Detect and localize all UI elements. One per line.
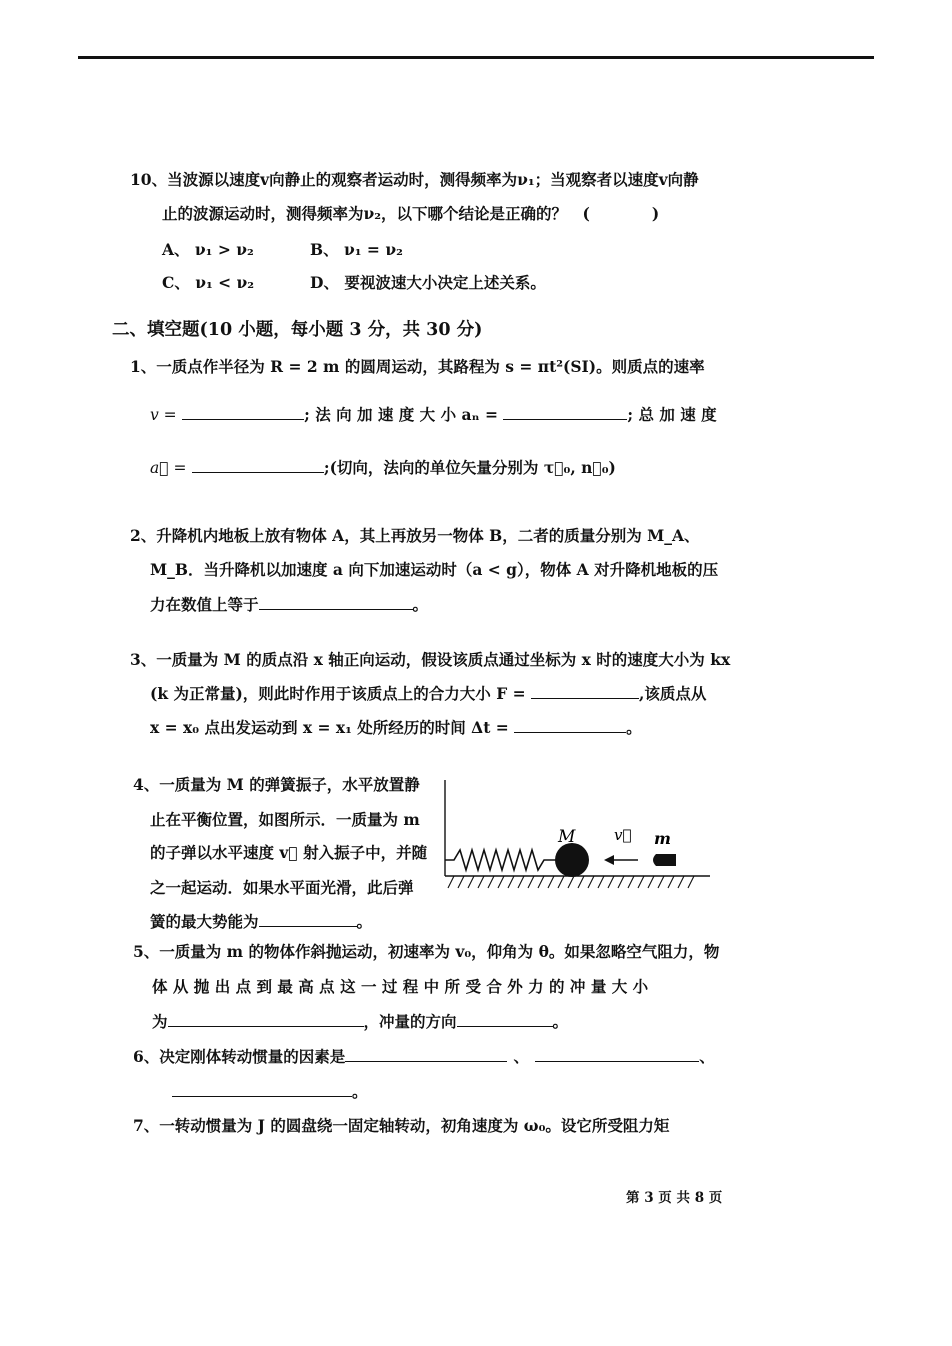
- q3-line3: [150, 718, 642, 738]
- q4-line5-text: 簧的最大势能为: [150, 912, 259, 931]
- q1-normal-accel-blank[interactable]: [503, 405, 627, 420]
- q10-option-d: D、 要视波速大小决定上述关系。: [310, 273, 546, 292]
- q1-a-note: ;(切向，法向的单位矢量分别为 τ⃗₀, n⃗₀): [323, 458, 616, 477]
- q6-end: 。: [352, 1082, 368, 1101]
- section2-title: 二、填空题(10 小题，每小题 3 分，共 30 分): [112, 320, 483, 340]
- q3-time-blank[interactable]: [514, 718, 626, 733]
- q2-line2: M_B．当升降机以加速度 a 向下加速运动时（a < g），物体 A 对升降机地板的压: [150, 560, 719, 579]
- floor-hatching: [448, 876, 694, 888]
- q6-line1-text: 6、决定刚体转动惯量的因素是: [133, 1047, 346, 1066]
- q1-total-label: ; 总 加 速 度: [627, 405, 717, 424]
- q1-a-label: a⃗ =: [150, 459, 187, 477]
- arrow-head-icon: [604, 855, 614, 865]
- q10-line1: 10、当波源以速度v向静止的观察者运动时，测得频率为ν₁；当观察者以速度v向静: [130, 170, 699, 189]
- q6-factor3-blank[interactable]: [172, 1082, 352, 1097]
- fig-label-M: M: [558, 827, 576, 847]
- q5-line3b: ，冲量的方向: [363, 1012, 457, 1031]
- q5-line2: 体 从 抛 出 点 到 最 高 点 这 一 过 程 中 所 受 合 外 力 的 冲 量 大 小: [152, 977, 649, 996]
- q1-an-label: ; 法 向 加 速 度 大 小 aₙ =: [304, 405, 498, 424]
- q4-line4: 之一起运动．如果水平面光滑，此后弹: [150, 878, 414, 897]
- q1-line3: [150, 458, 616, 478]
- q4-line2: 止在平衡位置，如图所示．一质量为 m: [150, 810, 420, 829]
- q5-line1: 5、一质量为 m 的物体作斜抛运动，初速率为 v₀，仰角为 θ。如果忽略空气阻力，物: [133, 942, 720, 961]
- q3-force-blank[interactable]: [531, 684, 639, 699]
- page-number: 第 3 页 共 8 页: [626, 1190, 723, 1206]
- q5-impulse-blank[interactable]: [168, 1012, 364, 1027]
- q5-line3: [152, 1012, 568, 1032]
- q10-line2: 止的波源运动时，测得频率为ν₂，以下哪个结论是正确的？ ( ): [162, 204, 660, 223]
- q7-line1: 7、一转动惯量为 J 的圆盘绕一固定轴转动，初角速度为 ω₀。设它所受阻力矩: [133, 1116, 670, 1135]
- q4-line5: [150, 912, 372, 932]
- spring-icon: [445, 850, 556, 870]
- q3-line3-end: 。: [626, 718, 642, 737]
- q4-line5-end: 。: [356, 912, 373, 931]
- q4-line1: 4、一质量为 M 的弹簧振子，水平放置静: [133, 775, 420, 794]
- q5-line3a: 为: [152, 1012, 168, 1031]
- q6-line2: [172, 1082, 368, 1102]
- q5-direction-blank[interactable]: [457, 1012, 553, 1027]
- q3-line1: 3、一质量为 M 的质点沿 x 轴正向运动，假设该质点通过坐标为 x 时的速度大小为 kx: [130, 650, 731, 669]
- top-rule: [78, 56, 874, 59]
- spring-oscillator-figure: [440, 774, 716, 894]
- q4-energy-blank[interactable]: [259, 912, 357, 927]
- fig-label-v: v⃗: [614, 826, 632, 844]
- fig-label-m: m: [654, 829, 671, 848]
- q2-line3-text: 力在数值上等于: [150, 595, 259, 614]
- q3-line2: [150, 684, 706, 704]
- q6-line1: [133, 1047, 715, 1067]
- q6-sep2: 、: [699, 1047, 715, 1066]
- bullet-icon: [653, 854, 676, 866]
- q3-line2b: ,该质点从: [639, 684, 707, 703]
- q2-line3-end: 。: [412, 595, 429, 614]
- q5-line3-end: 。: [552, 1012, 569, 1031]
- q3-line3a: x = x₀ 点出发运动到 x = x₁ 处所经历的时间 Δt =: [150, 718, 509, 737]
- q1-total-accel-blank[interactable]: [192, 458, 324, 473]
- q4-line3: 的子弹以水平速度 v⃗ 射入振子中，并随: [150, 843, 428, 862]
- q2-line1: 2、升降机内地板上放有物体 A，其上再放另一物体 B，二者的质量分别为 M_A、: [130, 526, 700, 545]
- q3-line2a: (k 为正常量)，则此时作用于该质点上的合力大小 F =: [150, 684, 526, 703]
- q2-line3: [150, 595, 428, 615]
- q6-factor1-blank[interactable]: [345, 1047, 507, 1062]
- mass-ball-icon: [555, 843, 589, 877]
- q6-factor2-blank[interactable]: [535, 1047, 699, 1062]
- q10-option-b: B、 ν₁ = ν₂: [310, 240, 403, 259]
- q10-option-c: C、 ν₁ < ν₂: [162, 273, 255, 292]
- q2-force-blank[interactable]: [259, 595, 413, 610]
- q1-speed-blank[interactable]: [182, 405, 304, 420]
- q1-line1: 1、一质点作半径为 R = 2 m 的圆周运动，其路程为 s = πt²(SI)。则质点的速率: [130, 357, 705, 376]
- q1-v-label: v =: [150, 406, 177, 424]
- q1-line2: [150, 405, 717, 425]
- q6-sep1: 、: [513, 1047, 530, 1066]
- q10-option-a: A、 ν₁ > ν₂: [162, 240, 254, 259]
